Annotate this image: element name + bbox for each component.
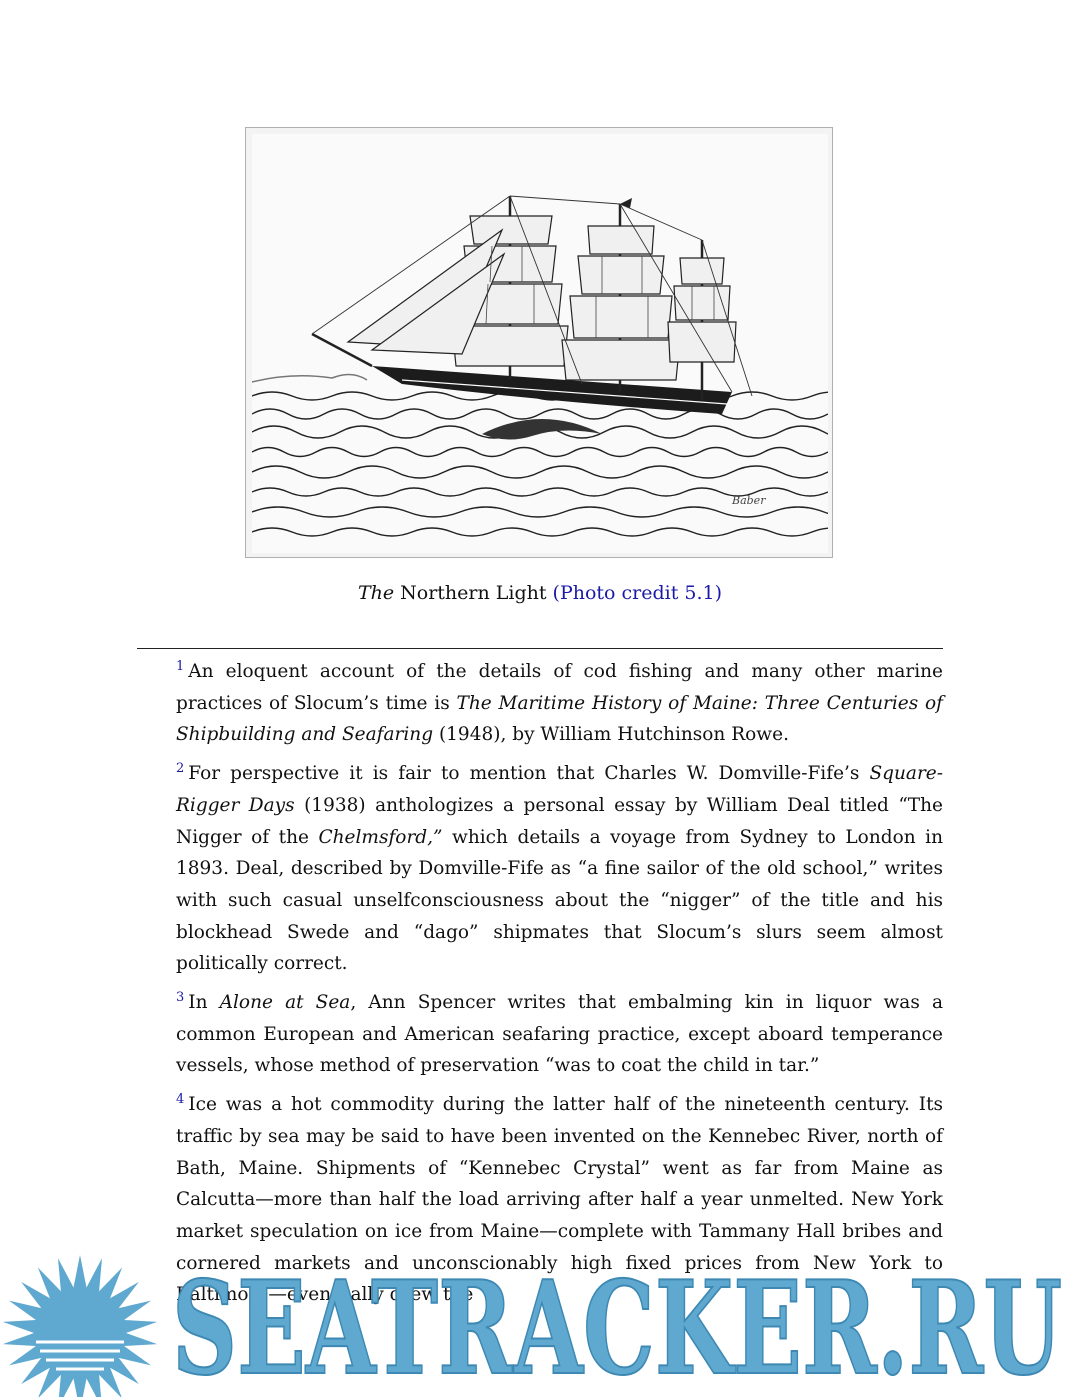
footnote-title-italic: Chelmsford,” <box>318 826 443 848</box>
watermark-text: SEATRACKER.RU <box>172 1254 1062 1397</box>
footnote-number-link[interactable]: 4 <box>176 1092 185 1108</box>
footnote-text: For perspective it is fair to mention that Charles W. Domville-Fife’s <box>188 763 870 785</box>
footnote-text: Ice was a hot commodity during the latter half of the nineteenth century. Its traffic by sea may be said to have been invented on the Kennebec River, north of Bath, Maine. Shipments of “Kennebec Crystal” went as far from Maine as Calcutta—more than half the load arriving after half a year unmelted. New York market speculation on ice from Maine—complete with Tammany Hall bribes and cornered markets and unconscionably high fixed prices from New York to Baltimore—eventually drew the <box>176 1094 943 1306</box>
ship-drawing <box>252 134 828 553</box>
footnote-text: An eloquent account of the details of cod fishing and many other marine practices of Slocum’s time is <box>176 661 943 714</box>
footnote-2 <box>176 758 943 980</box>
footnotes <box>176 656 943 1318</box>
footnote-text: , Ann Spencer writes that embalming kin in liquor was a common European and American seafaring practice, except aboard temperance vessels, whose method of preservation “was to coat the child in tar.” <box>176 992 943 1077</box>
footnote-text: In <box>188 992 220 1014</box>
sun-logo-icon <box>3 1255 157 1397</box>
caption-italic: The <box>357 582 395 604</box>
footnote-3 <box>176 987 943 1082</box>
seatracker-watermark <box>0 1230 1080 1397</box>
photo-credit-link[interactable]: (Photo credit 5.1) <box>552 582 723 604</box>
caption-title: Northern Light <box>394 582 553 604</box>
footnote-rule <box>137 648 943 649</box>
footnote-title-italic: Alone at Sea <box>219 992 351 1014</box>
footnote-number-link[interactable]: 3 <box>176 990 185 1006</box>
footnote-number-link[interactable]: 2 <box>176 761 185 777</box>
footnote-text: which details a voyage from Sydney to London in 1893. Deal, described by Domville-Fife as “a fine sailor of the old school,” writes with such casual unselfconsciousness about the “nigger” of the title and his blockhead Swede and “dago” shipmates that Slocum’s slurs seem almost politically correct. <box>176 826 943 975</box>
footnote-text: (1938) anthologizes a personal essay by William Deal titled “The Nigger of the <box>176 794 943 848</box>
figure-caption <box>0 580 1080 606</box>
footnote-text: (1948), by William Hutchinson Rowe. <box>433 724 789 746</box>
ship-illustration <box>245 127 833 558</box>
footnote-number-link[interactable]: 1 <box>176 659 185 674</box>
footnote-title-italic: The Maritime History of Maine: Three Centuries of Shipbuilding and Seafaring <box>176 692 943 746</box>
artist-signature: Baber <box>732 494 766 507</box>
footnote-title-italic: Square-Rigger Days <box>176 763 943 816</box>
footnote-1 <box>176 656 943 751</box>
